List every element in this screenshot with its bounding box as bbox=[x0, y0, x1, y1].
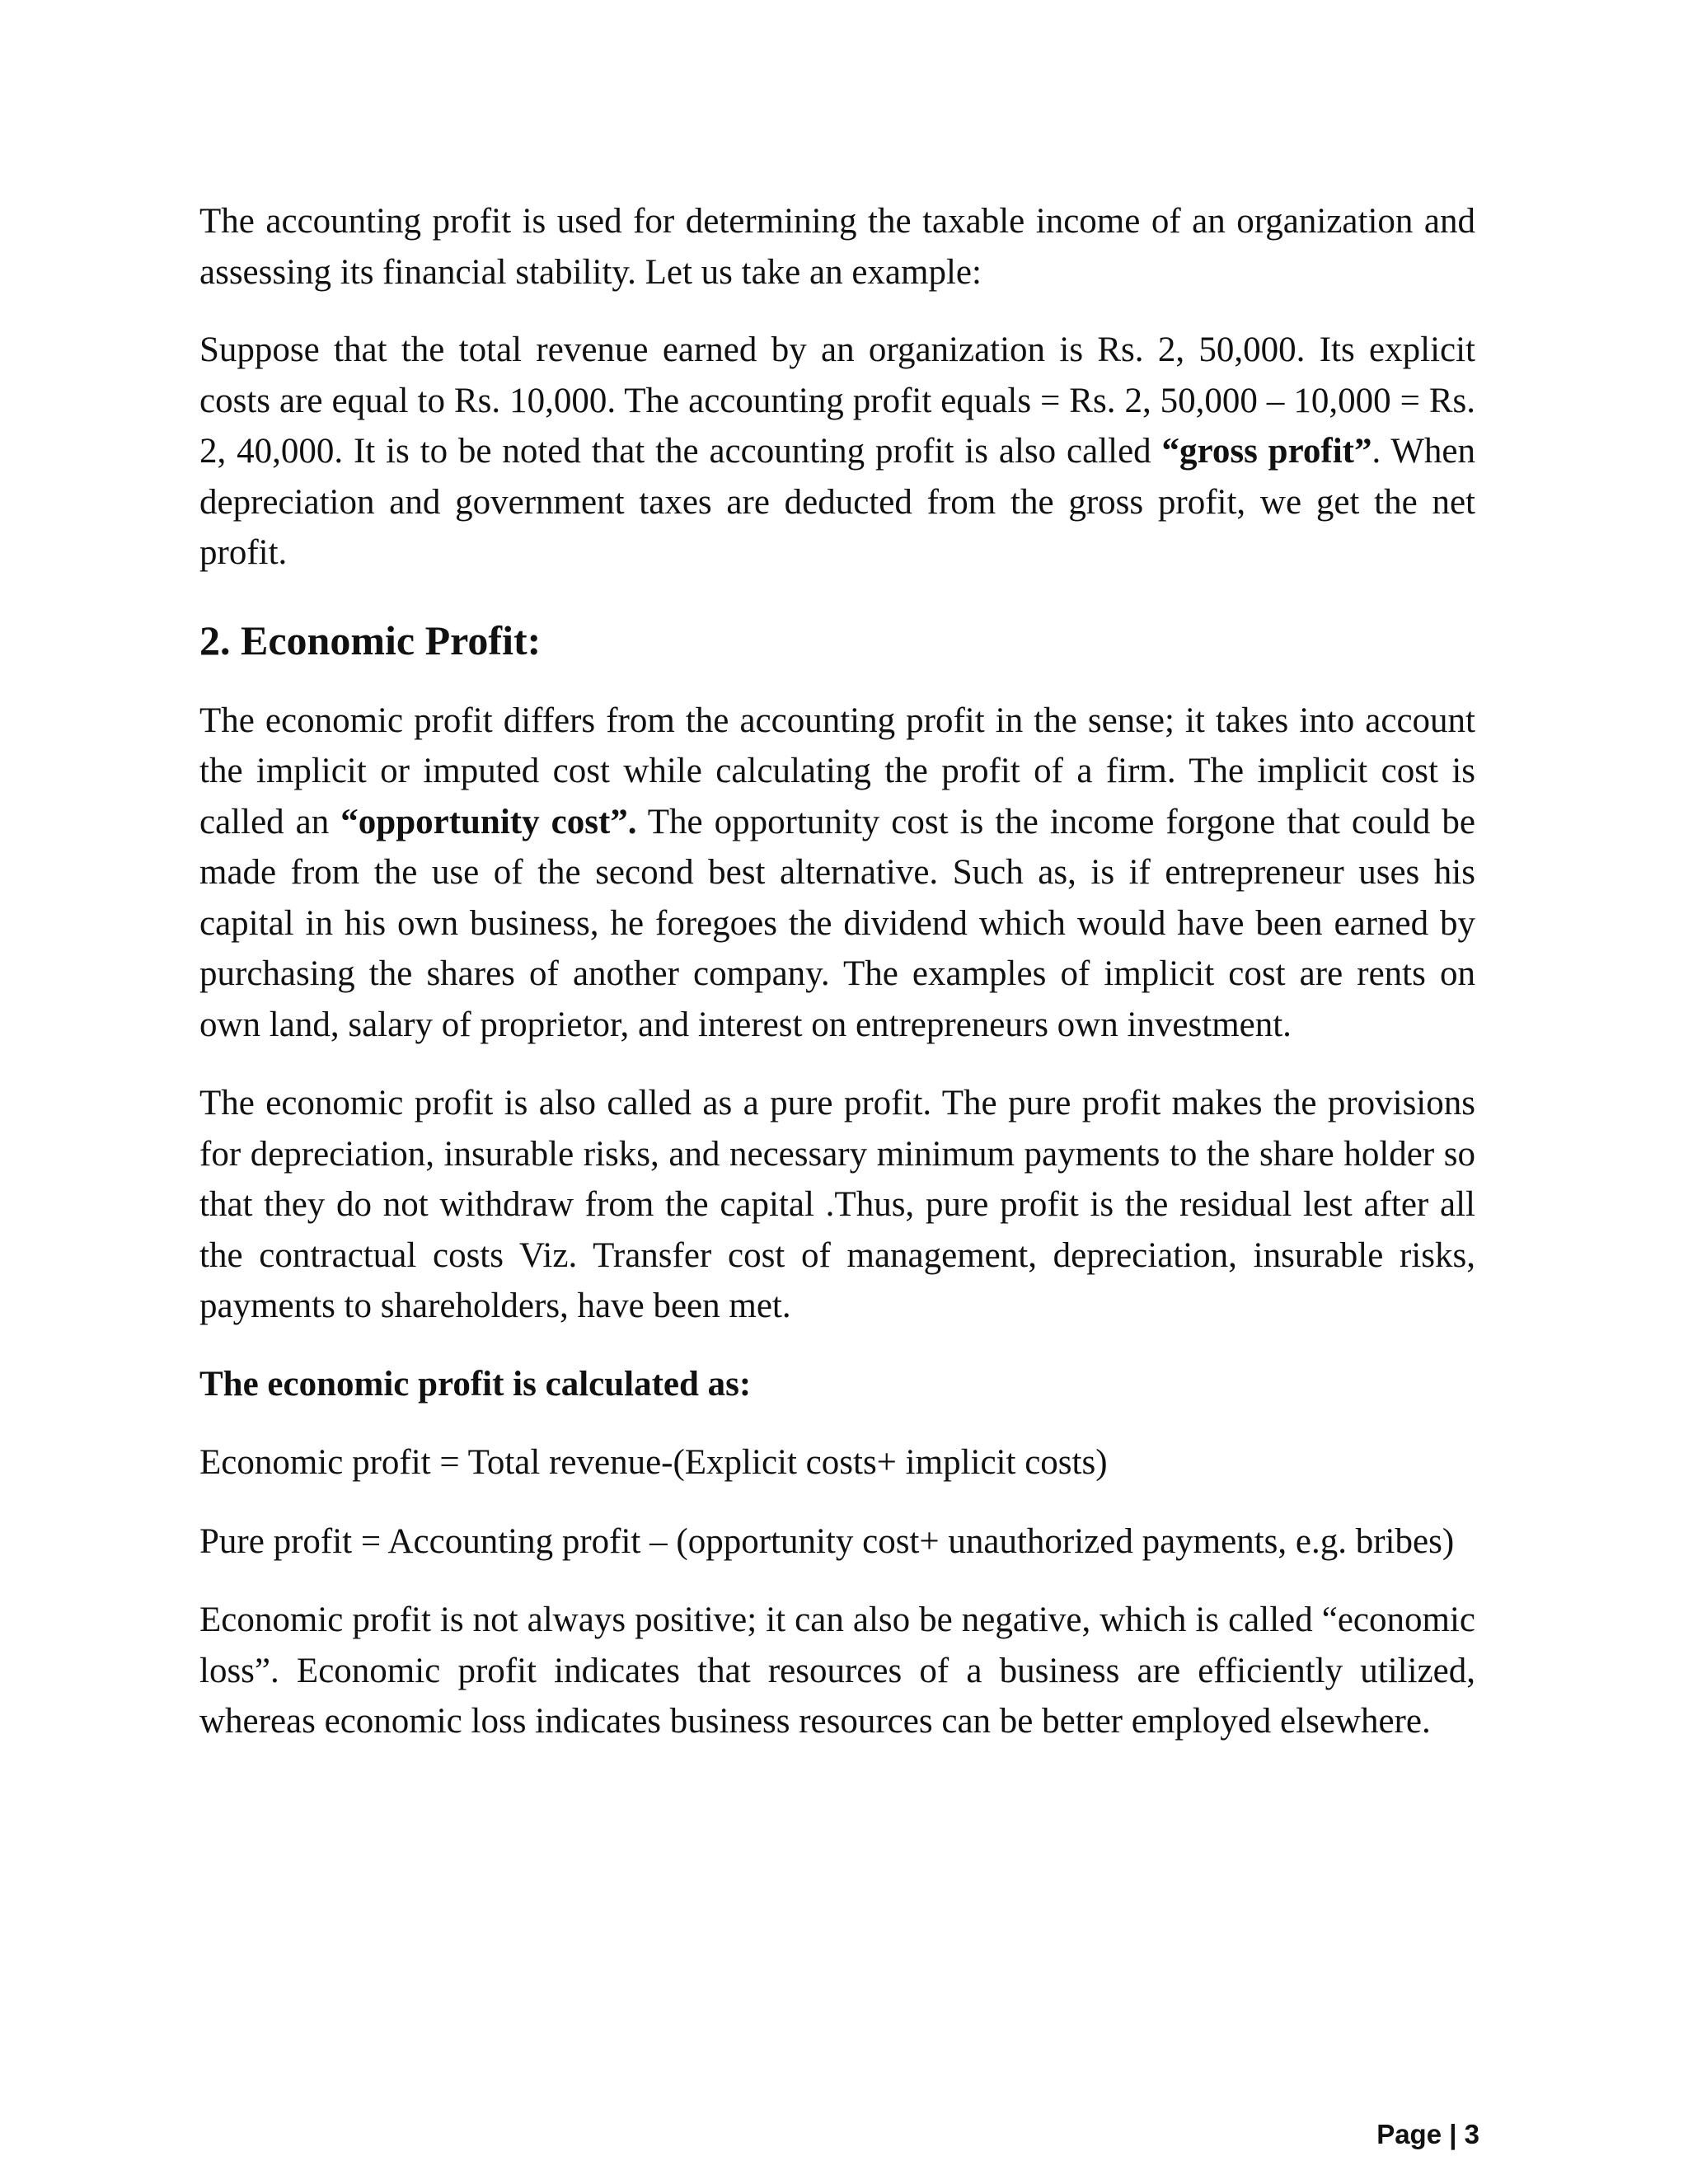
page-number: Page | 3 bbox=[1376, 2119, 1479, 2149]
formula-economic-profit: Economic profit = Total revenue-(Explicit costs+ implicit costs) bbox=[199, 1443, 1108, 1482]
section-heading-economic-profit: 2. Economic Profit: bbox=[199, 616, 542, 663]
paragraph-text: . When depreciation and government taxes are deducted from the gross profit, we get the net profit. bbox=[199, 432, 1475, 572]
paragraph-economic-profit-definition bbox=[199, 696, 1475, 1051]
paragraph-text: The opportunity cost is the income forgone that could be made from the use of the second best alternative. Such as, is if entrepreneur uses his capital in his own business, he foregoes the dividend which would have been earned by purchasing the shares of another company. The examples of implicit cost are rents on own land, salary of proprietor, and interest on entrepreneurs own investment. bbox=[199, 802, 1475, 1044]
bold-term-opportunity-cost: “opportunity cost”. bbox=[340, 802, 637, 841]
paragraph-text: The economic profit differs from the accounting profit in the sense; it takes into account the implicit or imputed cost while calculating the profit of a firm. The implicit cost is called an bbox=[199, 701, 1475, 841]
calculation-heading: The economic profit is calculated as: bbox=[199, 1364, 752, 1404]
paragraph-pure-profit: The economic profit is also called as a pure profit. The pure profit makes the provisions for depreciation, insurable risks, and necessary minimum payments to the share holder so that they do not withdraw from the capital .Thus, pure profit is the residual lest after all the contractual costs Viz. Transfer cost of management, depreciation, insurable risks, payments to shareholders, have been met. bbox=[199, 1084, 1475, 1325]
bold-term-gross-profit: “gross profit” bbox=[1161, 432, 1372, 471]
page-content bbox=[199, 196, 1475, 1747]
paragraph-economic-loss: Economic profit is not always positive; it can also be negative, which is called “economic loss”. Economic profit indicates that resources of a business are efficiently utilized, whereas economic loss indicates business resources can be better employed elsewhere. bbox=[199, 1601, 1475, 1741]
paragraph-accounting-profit-intro: The accounting profit is used for determining the taxable income of an organization and assessing its financial stability. Let us take an example: bbox=[199, 202, 1475, 292]
paragraph-text: Suppose that the total revenue earned by an organization is Rs. 2, 50,000. Its explicit costs are equal to Rs. 10,000. The accounting profit equals = Rs. 2, 50,000 – 10,000 = Rs. 2, 40,000. It is to be noted that the accounting profit is also called bbox=[199, 330, 1475, 471]
paragraph-accounting-profit-example bbox=[199, 325, 1475, 579]
formula-pure-profit: Pure profit = Accounting profit – (opportunity cost+ unauthorized payments, e.g. bribes) bbox=[199, 1521, 1455, 1561]
